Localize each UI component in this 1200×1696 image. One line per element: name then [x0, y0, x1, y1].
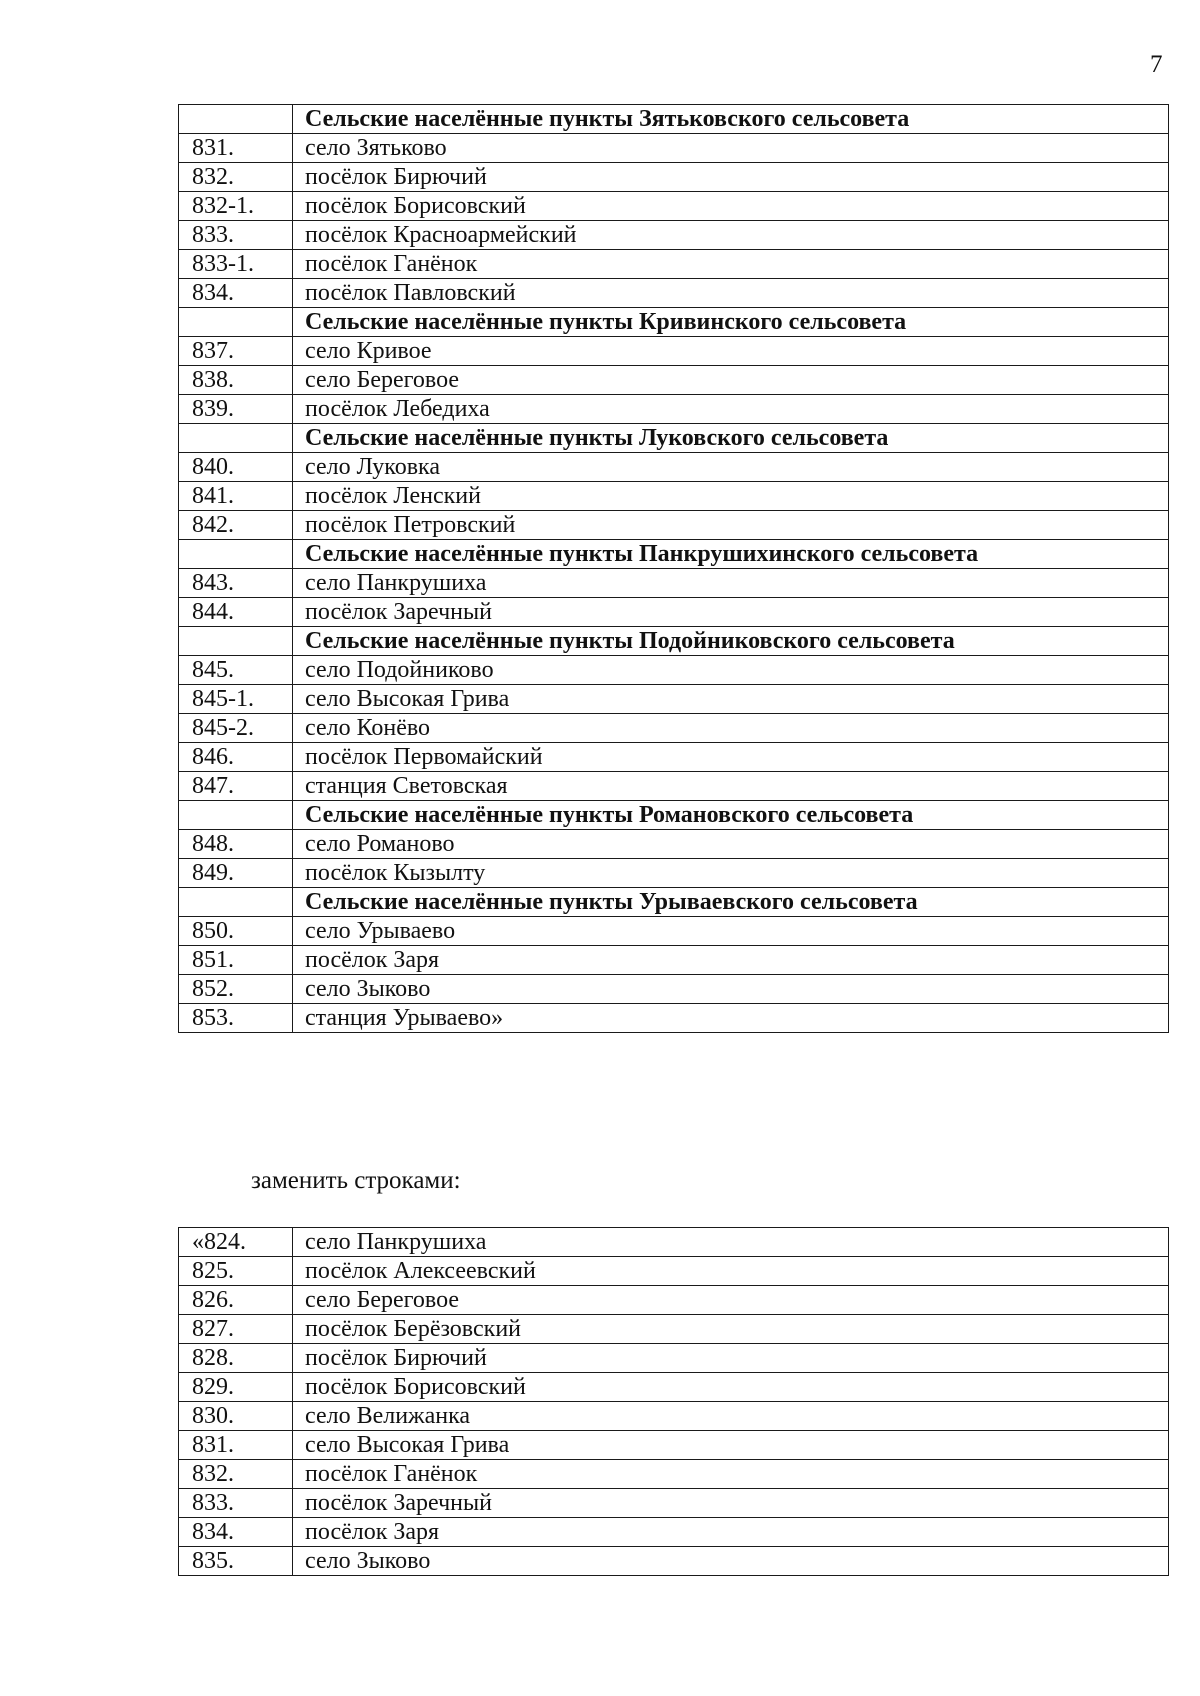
- section-heading-cell: Сельские населённые пункты Романовского сельсовета: [293, 801, 1169, 830]
- settlement-name-cell: посёлок Борисовский: [293, 1373, 1169, 1402]
- settlement-name-cell: станция Урываево»: [293, 1004, 1169, 1033]
- row-number-cell: 825.: [179, 1257, 293, 1286]
- table-row: [179, 975, 1169, 1004]
- section-heading-row: [179, 627, 1169, 656]
- row-number-cell: 849.: [179, 859, 293, 888]
- row-number-cell: [179, 308, 293, 337]
- row-number-cell: [179, 540, 293, 569]
- table-row: [179, 1228, 1169, 1257]
- section-heading-cell: Сельские населённые пункты Урываевского сельсовета: [293, 888, 1169, 917]
- settlement-name-cell: село Подойниково: [293, 656, 1169, 685]
- table-row: [179, 482, 1169, 511]
- section-heading-row: [179, 540, 1169, 569]
- section-heading-row: [179, 308, 1169, 337]
- section-heading-cell: Сельские населённые пункты Кривинского сельсовета: [293, 308, 1169, 337]
- settlement-name-cell: село Луковка: [293, 453, 1169, 482]
- table-row: [179, 511, 1169, 540]
- row-number-cell: 848.: [179, 830, 293, 859]
- settlement-name-cell: посёлок Заречный: [293, 598, 1169, 627]
- row-number-cell: 833.: [179, 1489, 293, 1518]
- replace-instruction: заменить строками:: [251, 1167, 461, 1194]
- table-row: [179, 134, 1169, 163]
- table-row: [179, 1402, 1169, 1431]
- table-row: [179, 1431, 1169, 1460]
- row-number-cell: 844.: [179, 598, 293, 627]
- settlement-name-cell: посёлок Берёзовский: [293, 1315, 1169, 1344]
- settlement-name-cell: посёлок Лебедиха: [293, 395, 1169, 424]
- settlement-name-cell: посёлок Заря: [293, 946, 1169, 975]
- row-number-cell: 851.: [179, 946, 293, 975]
- table-row: [179, 1489, 1169, 1518]
- page-number: 7: [1150, 51, 1163, 78]
- table-row: [179, 714, 1169, 743]
- row-number-cell: [179, 424, 293, 453]
- settlement-name-cell: станция Световская: [293, 772, 1169, 801]
- table-row: [179, 453, 1169, 482]
- row-number-cell: 843.: [179, 569, 293, 598]
- table-row: [179, 1460, 1169, 1489]
- row-number-cell: 834.: [179, 279, 293, 308]
- settlement-name-cell: село Береговое: [293, 1286, 1169, 1315]
- settlement-name-cell: село Романово: [293, 830, 1169, 859]
- section-heading-row: [179, 801, 1169, 830]
- row-number-cell: 845-1.: [179, 685, 293, 714]
- settlement-name-cell: село Высокая Грива: [293, 1431, 1169, 1460]
- table-row: [179, 656, 1169, 685]
- table-row: [179, 366, 1169, 395]
- settlement-name-cell: село Панкрушиха: [293, 569, 1169, 598]
- section-heading-cell: Сельские населённые пункты Зятьковского сельсовета: [293, 105, 1169, 134]
- settlement-name-cell: посёлок Первомайский: [293, 743, 1169, 772]
- settlement-name-cell: село Велижанка: [293, 1402, 1169, 1431]
- row-number-cell: 838.: [179, 366, 293, 395]
- settlement-name-cell: посёлок Павловский: [293, 279, 1169, 308]
- row-number-cell: 826.: [179, 1286, 293, 1315]
- row-number-cell: 831.: [179, 1431, 293, 1460]
- table-row: [179, 598, 1169, 627]
- row-number-cell: 841.: [179, 482, 293, 511]
- row-number-cell: 834.: [179, 1518, 293, 1547]
- row-number-cell: 852.: [179, 975, 293, 1004]
- table-row: [179, 337, 1169, 366]
- row-number-cell: 846.: [179, 743, 293, 772]
- settlement-name-cell: посёлок Ганёнок: [293, 250, 1169, 279]
- table-row: [179, 946, 1169, 975]
- table-row: [179, 743, 1169, 772]
- settlement-name-cell: посёлок Бирючий: [293, 163, 1169, 192]
- settlement-name-cell: село Высокая Грива: [293, 685, 1169, 714]
- table-row: [179, 1004, 1169, 1033]
- row-number-cell: 845.: [179, 656, 293, 685]
- settlement-name-cell: село Урываево: [293, 917, 1169, 946]
- section-heading-cell: Сельские населённые пункты Подойниковского сельсовета: [293, 627, 1169, 656]
- row-number-cell: 840.: [179, 453, 293, 482]
- settlement-name-cell: посёлок Заречный: [293, 1489, 1169, 1518]
- row-number-cell: 835.: [179, 1547, 293, 1576]
- row-number-cell: 830.: [179, 1402, 293, 1431]
- row-number-cell: 832-1.: [179, 192, 293, 221]
- settlement-name-cell: село Зыково: [293, 1547, 1169, 1576]
- settlement-name-cell: посёлок Кызылту: [293, 859, 1169, 888]
- table-row: [179, 279, 1169, 308]
- row-number-cell: [179, 105, 293, 134]
- section-heading-row: [179, 888, 1169, 917]
- row-number-cell: 833-1.: [179, 250, 293, 279]
- row-number-cell: 828.: [179, 1344, 293, 1373]
- row-number-cell: 827.: [179, 1315, 293, 1344]
- table-row: [179, 192, 1169, 221]
- row-number-cell: 850.: [179, 917, 293, 946]
- table-row: [179, 1315, 1169, 1344]
- settlement-name-cell: село Кривое: [293, 337, 1169, 366]
- section-heading-cell: Сельские населённые пункты Луковского сельсовета: [293, 424, 1169, 453]
- row-number-cell: 839.: [179, 395, 293, 424]
- settlement-name-cell: посёлок Заря: [293, 1518, 1169, 1547]
- row-number-cell: 832.: [179, 1460, 293, 1489]
- table-body: [179, 1228, 1169, 1576]
- table-row: [179, 569, 1169, 598]
- row-number-cell: «824.: [179, 1228, 293, 1257]
- row-number-cell: 832.: [179, 163, 293, 192]
- table-row: [179, 221, 1169, 250]
- row-number-cell: [179, 801, 293, 830]
- section-heading-row: [179, 424, 1169, 453]
- table-row: [179, 250, 1169, 279]
- section-heading-cell: Сельские населённые пункты Панкрушихинского сельсовета: [293, 540, 1169, 569]
- settlement-name-cell: посёлок Бирючий: [293, 1344, 1169, 1373]
- settlement-name-cell: село Зыково: [293, 975, 1169, 1004]
- row-number-cell: 845-2.: [179, 714, 293, 743]
- row-number-cell: 829.: [179, 1373, 293, 1402]
- settlement-name-cell: посёлок Петровский: [293, 511, 1169, 540]
- settlement-name-cell: село Береговое: [293, 366, 1169, 395]
- table-row: [179, 1547, 1169, 1576]
- row-number-cell: 842.: [179, 511, 293, 540]
- settlements-table-original: [178, 104, 1169, 1033]
- table-row: [179, 1518, 1169, 1547]
- section-heading-row: [179, 105, 1169, 134]
- table-row: [179, 685, 1169, 714]
- table-row: [179, 1344, 1169, 1373]
- row-number-cell: 833.: [179, 221, 293, 250]
- row-number-cell: 831.: [179, 134, 293, 163]
- settlement-name-cell: село Панкрушиха: [293, 1228, 1169, 1257]
- row-number-cell: 837.: [179, 337, 293, 366]
- table-row: [179, 830, 1169, 859]
- row-number-cell: 853.: [179, 1004, 293, 1033]
- table-row: [179, 395, 1169, 424]
- settlement-name-cell: село Зятьково: [293, 134, 1169, 163]
- row-number-cell: 847.: [179, 772, 293, 801]
- settlement-name-cell: посёлок Красноармейский: [293, 221, 1169, 250]
- settlements-table-replacement: [178, 1227, 1169, 1576]
- settlement-name-cell: посёлок Ганёнок: [293, 1460, 1169, 1489]
- table-body: [179, 105, 1169, 1033]
- row-number-cell: [179, 888, 293, 917]
- table-row: [179, 163, 1169, 192]
- settlement-name-cell: посёлок Борисовский: [293, 192, 1169, 221]
- row-number-cell: [179, 627, 293, 656]
- settlement-name-cell: посёлок Алексеевский: [293, 1257, 1169, 1286]
- table-row: [179, 1286, 1169, 1315]
- table-row: [179, 1373, 1169, 1402]
- settlement-name-cell: посёлок Ленский: [293, 482, 1169, 511]
- table-row: [179, 859, 1169, 888]
- table-row: [179, 1257, 1169, 1286]
- table-row: [179, 772, 1169, 801]
- settlement-name-cell: село Конёво: [293, 714, 1169, 743]
- table-row: [179, 917, 1169, 946]
